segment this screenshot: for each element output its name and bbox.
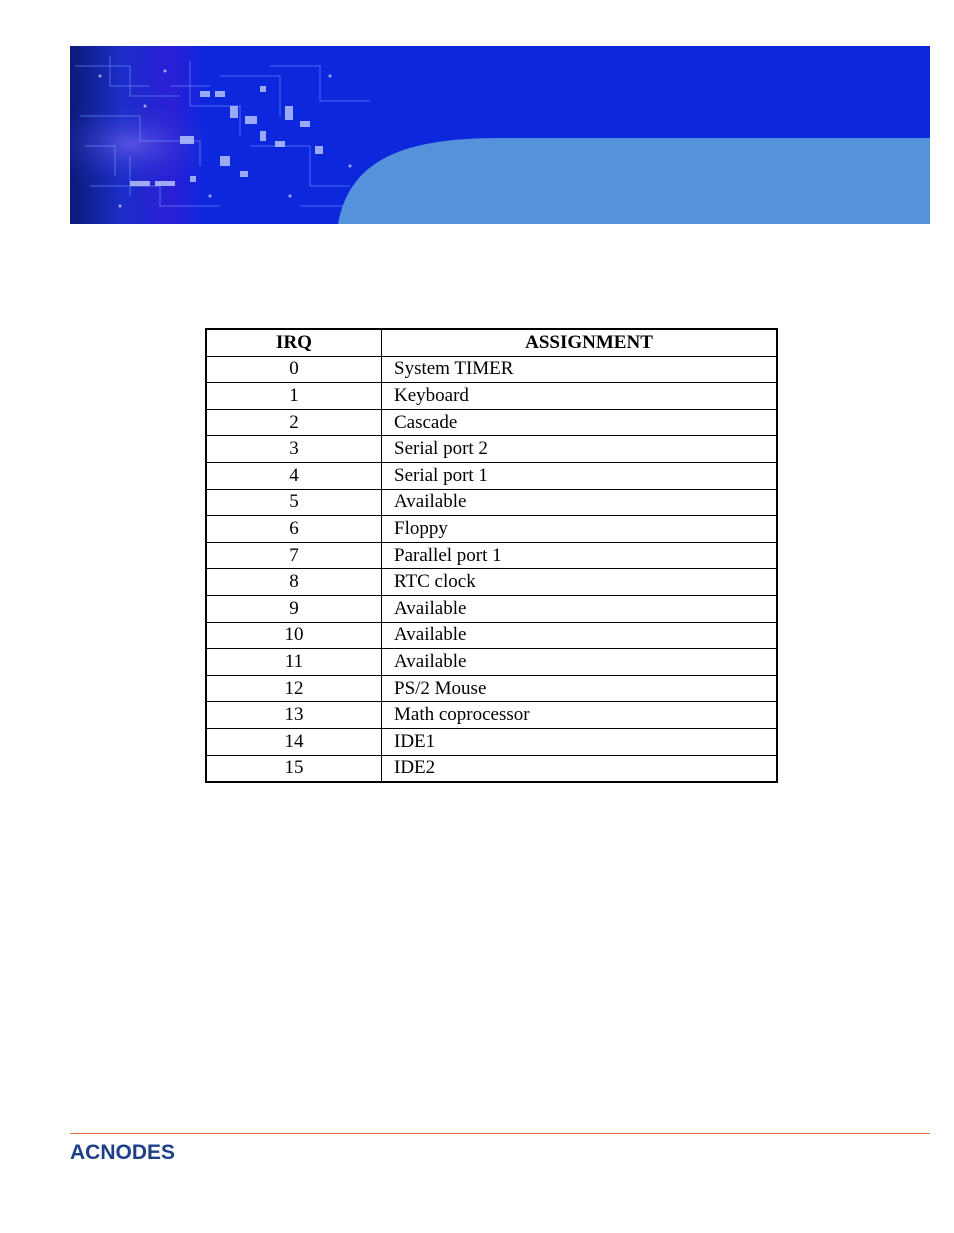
table-row: [206, 702, 777, 729]
table-row: [206, 649, 777, 676]
table-row: [206, 542, 777, 569]
assignment-cell: RTC clock: [382, 569, 778, 596]
table-row: [206, 595, 777, 622]
assignment-cell: Floppy: [382, 516, 778, 543]
acnodes-logo: [70, 1140, 230, 1169]
irq-cell: 14: [206, 728, 382, 755]
irq-cell: 3: [206, 436, 382, 463]
irq-cell: 13: [206, 702, 382, 729]
column-header-assignment: ASSIGNMENT: [382, 329, 778, 356]
assignment-cell: Available: [382, 489, 778, 516]
irq-cell: 0: [206, 356, 382, 383]
irq-cell: 10: [206, 622, 382, 649]
table-row: [206, 462, 777, 489]
table-row: [206, 409, 777, 436]
table-row: [206, 728, 777, 755]
table-row: [206, 516, 777, 543]
assignment-cell: Serial port 1: [382, 462, 778, 489]
table-row: [206, 489, 777, 516]
irq-cell: 8: [206, 569, 382, 596]
assignment-cell: IDE1: [382, 728, 778, 755]
header-banner: [70, 46, 930, 224]
circuit-board-banner-image: [70, 46, 930, 224]
column-header-irq: IRQ: [206, 329, 382, 356]
irq-cell: 6: [206, 516, 382, 543]
table-row: [206, 383, 777, 410]
assignment-cell: Cascade: [382, 409, 778, 436]
table-header-row: [206, 329, 777, 356]
table-row: [206, 622, 777, 649]
assignment-cell: PS/2 Mouse: [382, 675, 778, 702]
assignment-cell: Parallel port 1: [382, 542, 778, 569]
assignment-cell: Keyboard: [382, 383, 778, 410]
irq-cell: 4: [206, 462, 382, 489]
logo-text: ACNODES: [70, 1141, 176, 1164]
table-row: [206, 356, 777, 383]
irq-cell: 2: [206, 409, 382, 436]
irq-cell: 15: [206, 755, 382, 782]
irq-cell: 5: [206, 489, 382, 516]
footer-divider: [70, 1133, 930, 1134]
irq-cell: 9: [206, 595, 382, 622]
table-row: [206, 569, 777, 596]
irq-cell: 1: [206, 383, 382, 410]
irq-cell: 7: [206, 542, 382, 569]
table-row: [206, 675, 777, 702]
assignment-cell: IDE2: [382, 755, 778, 782]
assignment-cell: Available: [382, 595, 778, 622]
irq-cell: 11: [206, 649, 382, 676]
assignment-cell: Available: [382, 622, 778, 649]
irq-cell: 12: [206, 675, 382, 702]
assignment-cell: Math coprocessor: [382, 702, 778, 729]
assignment-cell: Available: [382, 649, 778, 676]
acnodes-logo-mark: [70, 1140, 230, 1164]
irq-assignment-table: [205, 328, 778, 783]
assignment-cell: System TIMER: [382, 356, 778, 383]
table-row: [206, 436, 777, 463]
table-row: [206, 755, 777, 782]
assignment-cell: Serial port 2: [382, 436, 778, 463]
